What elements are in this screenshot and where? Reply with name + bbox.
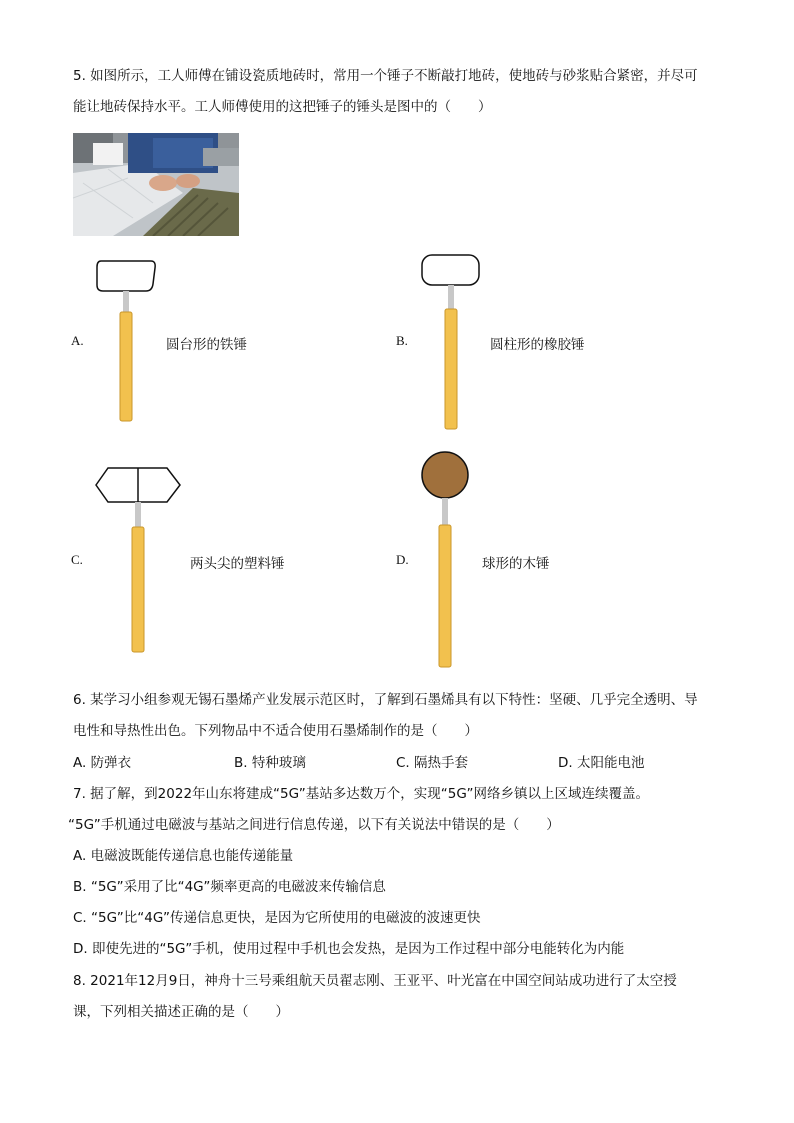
q7-option-b: B. “5G”采用了比“4G”频率更高的电磁波来传输信息 — [73, 879, 386, 895]
q8-stem-line2: 课，下列相关描述正确的是（ ） — [73, 1004, 289, 1020]
q6-option-b: B. 特种玻璃 — [234, 755, 306, 771]
q5-stem-line2: 能让地砖保持水平。工人师傅使用的这把锤子的锤头是图中的（ ） — [73, 99, 492, 115]
double-pointed-plastic-hammer-figure — [95, 466, 183, 656]
q5-stem-line1: 5. 如图所示，工人师傅在铺设瓷质地砖时，常用一个锤子不断敲打地砖，使地砖与砂浆贴合紧密，并尽可 — [73, 68, 698, 84]
q7-option-c: C. “5G”比“4G”传递信息更快，是因为它所使用的电磁波的波速更快 — [73, 910, 481, 926]
option-b-letter: B. — [396, 333, 408, 348]
option-a-letter: A. — [71, 333, 84, 348]
q7-stem-line2: “5G”手机通过电磁波与基站之间进行信息传递，以下有关说法中错误的是（ ） — [68, 817, 560, 833]
q7-option-d: D. 即使先进的“5G”手机，使用过程中手机也会发热，是因为工作过程中部分电能转化为内能 — [73, 941, 625, 957]
option-c-caption: 两头尖的塑料锤 — [190, 556, 285, 572]
q6-stem-line2: 电性和导热性出色。下列物品中不适合使用石墨烯制作的是（ ） — [73, 723, 478, 739]
option-b-caption: 圆柱形的橡胶锤 — [490, 337, 585, 353]
q6-stem-line1: 6. 某学习小组参观无锡石墨烯产业发展示范区时，了解到石墨烯具有以下特性：坚硬、几乎完全透明、导 — [73, 692, 698, 708]
q6-option-c: C. 隔热手套 — [396, 755, 469, 771]
spherical-wooden-hammer-figure — [421, 451, 471, 671]
q6-option-a: A. 防弹衣 — [73, 755, 132, 771]
q7-stem-line1: 7. 据了解，到2022年山东将建成“5G”基站多达数万个，实现“5G”网络乡镇以上区域连续覆盖。 — [73, 786, 650, 802]
option-d-caption: 球形的木锤 — [482, 556, 550, 572]
cylinder-rubber-hammer-figure — [421, 254, 481, 432]
q6-option-d: D. 太阳能电池 — [558, 755, 645, 771]
frustum-iron-hammer-figure — [95, 260, 157, 425]
option-a-caption: 圆台形的铁锤 — [166, 337, 247, 353]
option-c-letter: C. — [71, 552, 83, 567]
q8-stem-line1: 8. 2021年12月9日，神舟十三号乘组航天员翟志刚、王亚平、叶光富在中国空间站成功进行了太空授 — [73, 973, 677, 989]
option-d-letter: D. — [396, 552, 409, 567]
q7-option-a: A. 电磁波既能传递信息也能传递能量 — [73, 848, 294, 864]
worker-laying-tiles-photo — [73, 133, 239, 236]
